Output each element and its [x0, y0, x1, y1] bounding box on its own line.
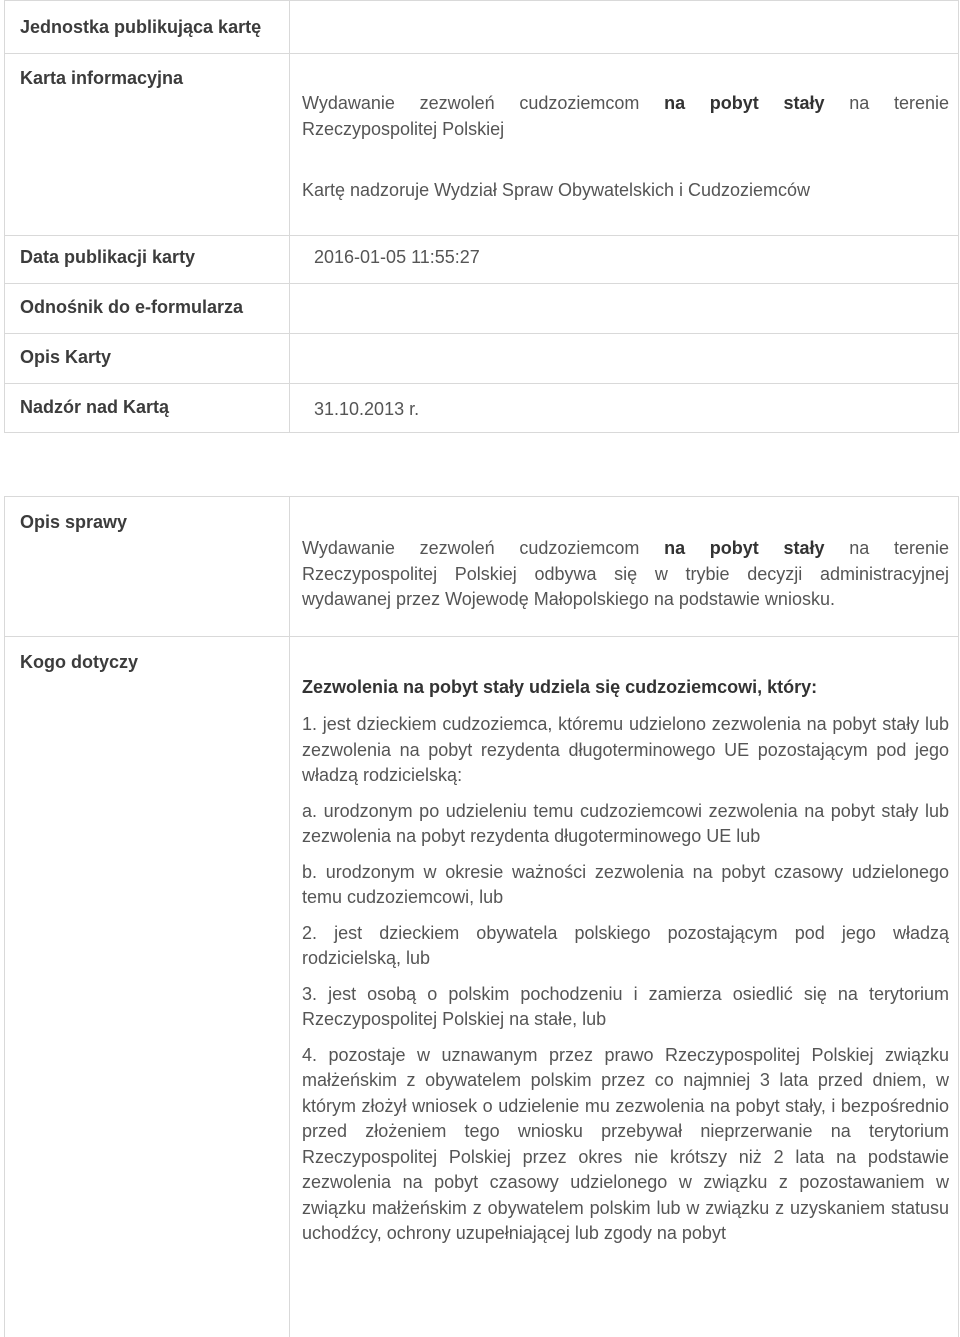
who-item: 4. pozostaje w uznawanym przez prawo Rzeczypospolitej Polskiej związku małżeńskim z obywatelem polskim przez co najmniej 3 lata przed dniem, w którym złożył wniosek o udzielenie mu zezwolenia na pobyt stały, i bezpośrednio przed złożeniem tego wniosku przebywał nieprzerwanie na terytorium Rzeczypospolitej Polskiej przez okres nie krótszy niż 2 lata na podstawie zezwolenia na pobyt czasowy udzielonego w związku z pozostawaniem w związku małżeńskim z obywatelem polskim lub w związku z uzyskaniem statusu uchodźcy, ochrony uzupełniającej lub zgody na pobyt: [302, 1044, 949, 1243]
case-desc-part1: Wydawanie zezwoleń cudzoziemcom: [302, 538, 640, 558]
info-label: Karta informacyjna: [20, 68, 184, 88]
oversight-value: 31.10.2013 r.: [314, 399, 420, 419]
card-title: [302, 91, 949, 142]
pub-date-label: Data publikacji karty: [20, 247, 196, 267]
supervision-text: Kartę nadzoruje Wydział Spraw Obywatelskich i Cudzoziemców: [302, 180, 811, 200]
card-title-part1: Wydawanie zezwoleń cudzoziemcom: [302, 93, 640, 113]
who-item: 2. jest dzieckiem obywatela polskiego pozostającym pod jego władzą rodzicielską, lub: [302, 922, 949, 968]
eform-label: Odnośnik do e-formularza: [20, 297, 244, 317]
who-item: 3. jest osobą o polskim pochodzeniu i zamierza osiedlić się na terytorium Rzeczypospolitej Polskiej na stałe, lub: [302, 983, 949, 1029]
who-content: [302, 677, 949, 1257]
who-item: a. urodzonym po udzieleniu temu cudzoziemcowi zezwolenia na pobyt stały lub zezwolenia na pobyt rezydenta długoterminowego UE lub: [302, 800, 949, 846]
case-table: [4, 496, 959, 1337]
pub-date-row: [4, 236, 959, 284]
oversight-row: [4, 384, 959, 433]
eform-row: [4, 284, 959, 334]
case-desc-part2: na terenie Rzeczypospolitej Polskiej odbywa się w trybie decyzji administracyjnej wydawanej przez Wojewodę Małopolskiego na podstawie wniosku.: [302, 538, 949, 609]
case-desc-label: Opis sprawy: [20, 512, 128, 532]
oversight-label: Nadzór nad Kartą: [20, 397, 170, 417]
publisher-row: [4, 1, 959, 54]
pub-date-value: 2016-01-05 11:55:27: [314, 247, 480, 267]
card-title-part2: na terenie Rzeczypospolitej Polskiej: [302, 93, 949, 139]
who-heading: Zezwolenia na pobyt stały udziela się cudzoziemcowi, który:: [302, 677, 818, 697]
desc-row: [4, 334, 959, 384]
card-title-bold: na pobyt stały: [664, 93, 825, 113]
case-desc-bold: na pobyt stały: [664, 538, 825, 558]
who-label: Kogo dotyczy: [20, 652, 139, 672]
desc-label: Opis Karty: [20, 347, 112, 367]
card-info-table: [4, 0, 959, 433]
who-item: b. urodzonym w okresie ważności zezwolenia na pobyt czasowy udzielonego temu cudzoziemcowi, lub: [302, 861, 949, 907]
publisher-label: Jednostka publikująca kartę: [20, 17, 262, 37]
case-desc-text: [302, 536, 949, 613]
who-row: [4, 637, 959, 1337]
info-row: [4, 54, 959, 236]
case-desc-row: [4, 497, 959, 637]
who-item: 1. jest dzieckiem cudzoziemca, któremu udzielono zezwolenia na pobyt stały lub zezwolenia na pobyt rezydenta długoterminowego UE pozostającym pod jego władzą rodzicielską:: [302, 714, 949, 785]
